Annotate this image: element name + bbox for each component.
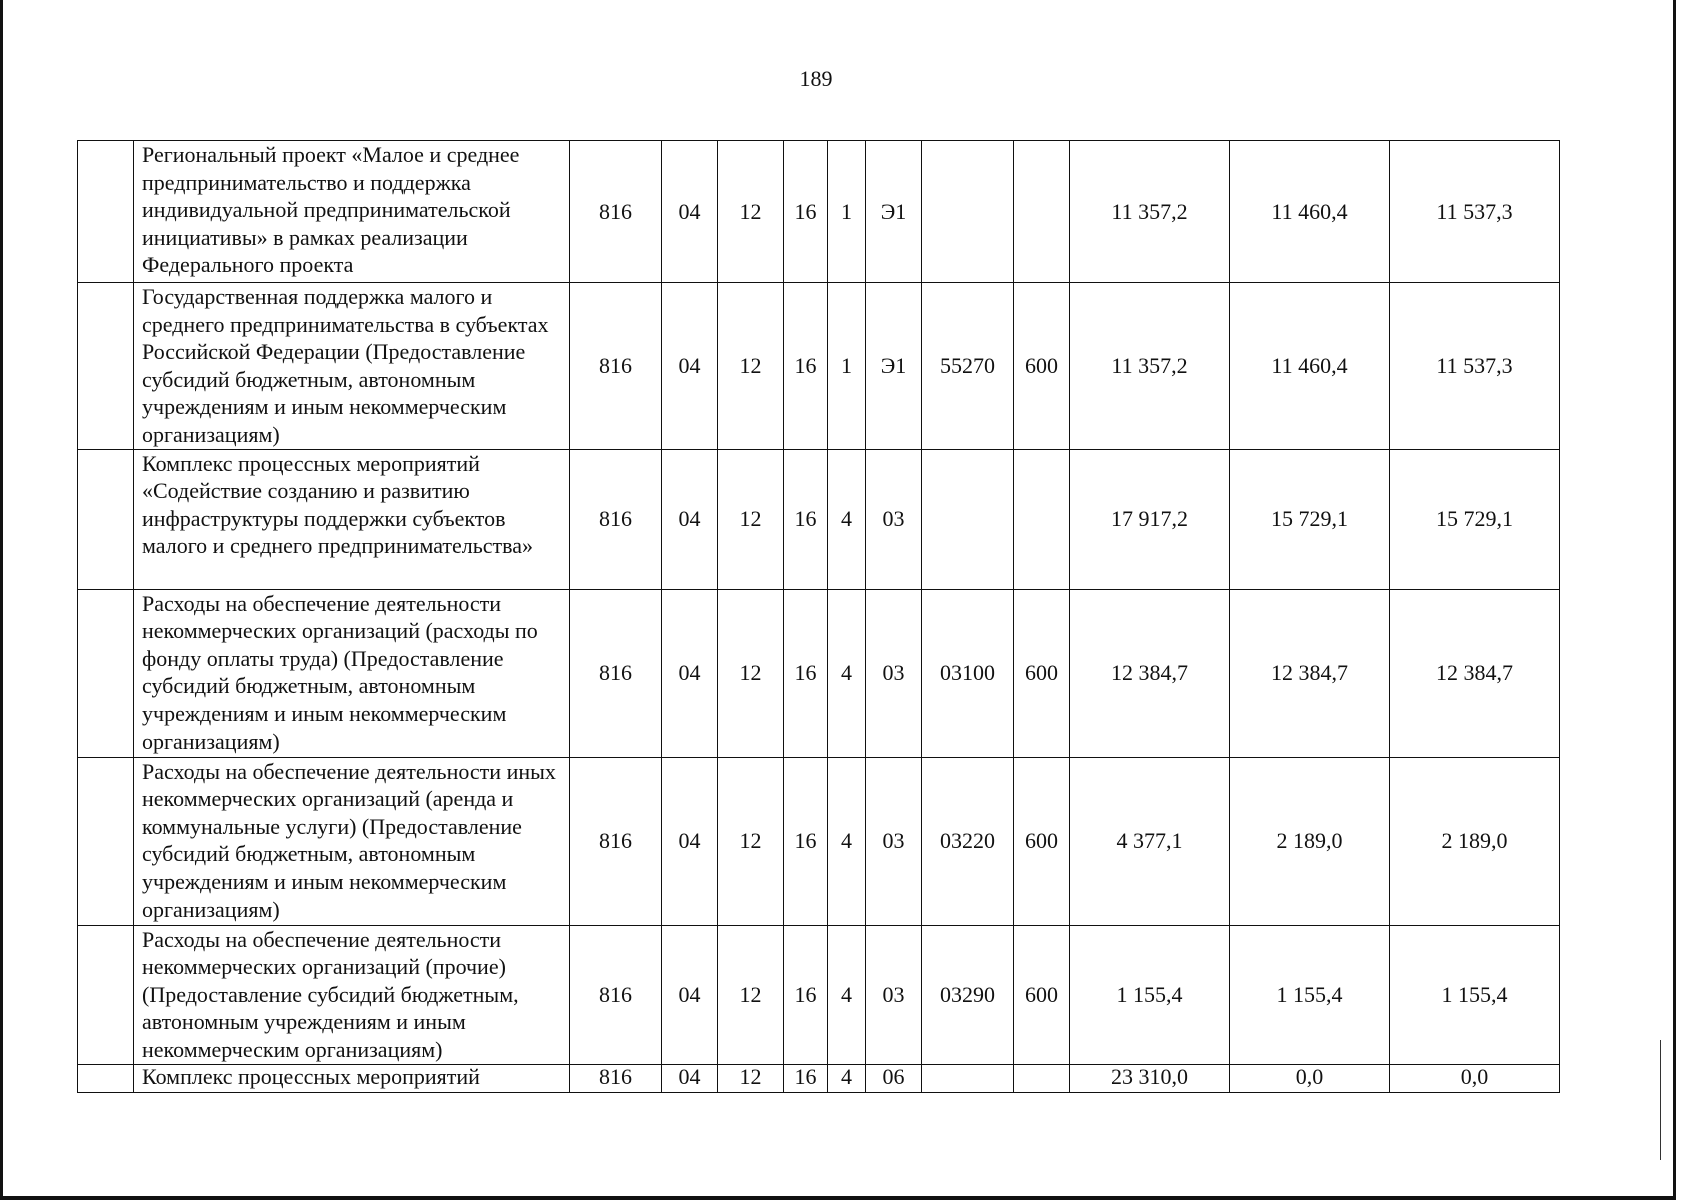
row-description: Расходы на обеспечение деятельности иных некоммерческих организаций (аренда и коммунальные услуги) (Предоставление субсидий бюджетным, автономным учреждениям и иным некоммерческим организациям) bbox=[134, 757, 570, 925]
amount-year-3: 15 729,1 bbox=[1390, 449, 1560, 589]
subprogram-code: 4 bbox=[828, 757, 866, 925]
program-code: 16 bbox=[784, 1064, 828, 1092]
expense-type-code: 600 bbox=[1014, 283, 1070, 450]
row-description: Региональный проект «Малое и среднее предпринимательство и поддержка индивидуальной предпринимательской инициативы» в рамках реализации Федерального проекта bbox=[134, 141, 570, 283]
project-code: 03 bbox=[866, 449, 922, 589]
subprogram-code: 1 bbox=[828, 283, 866, 450]
amount-year-3: 0,0 bbox=[1390, 1064, 1560, 1092]
row-description: Расходы на обеспечение деятельности некоммерческих организаций (прочие) (Предоставление субсидий бюджетным, автономным учреждениям и иным некоммерческим организациям) bbox=[134, 925, 570, 1064]
expense-type-code bbox=[1014, 449, 1070, 589]
table-row bbox=[78, 1064, 1560, 1092]
amount-year-3: 1 155,4 bbox=[1390, 925, 1560, 1064]
program-code: 16 bbox=[784, 757, 828, 925]
section-code: 04 bbox=[662, 141, 718, 283]
section-code: 04 bbox=[662, 925, 718, 1064]
expense-direction-code bbox=[922, 1064, 1014, 1092]
section-code: 04 bbox=[662, 283, 718, 450]
subsection-code: 12 bbox=[718, 283, 784, 450]
table-row bbox=[78, 757, 1560, 925]
section-code: 04 bbox=[662, 449, 718, 589]
section-code: 04 bbox=[662, 589, 718, 757]
amount-year-3: 11 537,3 bbox=[1390, 141, 1560, 283]
row-description: Государственная поддержка малого и среднего предпринимательства в субъектах Российской Федерации (Предоставление субсидий бюджетным, автономным учреждениям и иным некоммерческим организациям) bbox=[134, 283, 570, 450]
project-code: 03 bbox=[866, 757, 922, 925]
section-code: 04 bbox=[662, 757, 718, 925]
project-code: 03 bbox=[866, 589, 922, 757]
table-row bbox=[78, 925, 1560, 1064]
ministry-code: 816 bbox=[570, 757, 662, 925]
row-marker-cell bbox=[78, 589, 134, 757]
amount-year-1: 17 917,2 bbox=[1070, 449, 1230, 589]
ministry-code: 816 bbox=[570, 589, 662, 757]
project-code: 06 bbox=[866, 1064, 922, 1092]
project-code: Э1 bbox=[866, 283, 922, 450]
amount-year-2: 11 460,4 bbox=[1230, 141, 1390, 283]
row-marker-cell bbox=[78, 757, 134, 925]
subsection-code: 12 bbox=[718, 141, 784, 283]
project-code: Э1 bbox=[866, 141, 922, 283]
project-code: 03 bbox=[866, 925, 922, 1064]
program-code: 16 bbox=[784, 925, 828, 1064]
program-code: 16 bbox=[784, 589, 828, 757]
subsection-code: 12 bbox=[718, 925, 784, 1064]
amount-year-3: 12 384,7 bbox=[1390, 589, 1560, 757]
subprogram-code: 4 bbox=[828, 449, 866, 589]
expense-type-code: 600 bbox=[1014, 757, 1070, 925]
subsection-code: 12 bbox=[718, 1064, 784, 1092]
program-code: 16 bbox=[784, 449, 828, 589]
row-description: Комплекс процессных мероприятий «Содействие созданию и развитию инфраструктуры поддержки субъектов малого и среднего предпринимательства» bbox=[134, 449, 570, 589]
expense-direction-code: 55270 bbox=[922, 283, 1014, 450]
amount-year-3: 11 537,3 bbox=[1390, 283, 1560, 450]
row-marker-cell bbox=[78, 1064, 134, 1092]
amount-year-2: 12 384,7 bbox=[1230, 589, 1390, 757]
amount-year-2: 2 189,0 bbox=[1230, 757, 1390, 925]
row-description: Расходы на обеспечение деятельности некоммерческих организаций (расходы по фонду оплаты труда) (Предоставление субсидий бюджетным, автономным учреждениям и иным некоммерческим организациям) bbox=[134, 589, 570, 757]
amount-year-2: 11 460,4 bbox=[1230, 283, 1390, 450]
row-marker-cell bbox=[78, 283, 134, 450]
ministry-code: 816 bbox=[570, 449, 662, 589]
row-marker-cell bbox=[78, 141, 134, 283]
expense-type-code: 600 bbox=[1014, 589, 1070, 757]
program-code: 16 bbox=[784, 283, 828, 450]
table-row bbox=[78, 589, 1560, 757]
expense-type-code bbox=[1014, 1064, 1070, 1092]
subprogram-code: 4 bbox=[828, 925, 866, 1064]
subprogram-code: 4 bbox=[828, 1064, 866, 1092]
amount-year-1: 11 357,2 bbox=[1070, 141, 1230, 283]
expense-direction-code: 03220 bbox=[922, 757, 1014, 925]
table-row bbox=[78, 283, 1560, 450]
row-description: Комплекс процессных мероприятий bbox=[134, 1064, 570, 1092]
expense-direction-code bbox=[922, 449, 1014, 589]
subsection-code: 12 bbox=[718, 589, 784, 757]
page-number: 189 bbox=[799, 66, 833, 91]
expense-type-code: 600 bbox=[1014, 925, 1070, 1064]
scan-mark bbox=[1660, 1040, 1661, 1160]
ministry-code: 816 bbox=[570, 141, 662, 283]
subsection-code: 12 bbox=[718, 757, 784, 925]
expense-direction-code bbox=[922, 141, 1014, 283]
row-marker-cell bbox=[78, 449, 134, 589]
section-code: 04 bbox=[662, 1064, 718, 1092]
row-marker-cell bbox=[78, 925, 134, 1064]
amount-year-2: 1 155,4 bbox=[1230, 925, 1390, 1064]
ministry-code: 816 bbox=[570, 925, 662, 1064]
table-row bbox=[78, 141, 1560, 283]
amount-year-1: 23 310,0 bbox=[1070, 1064, 1230, 1092]
ministry-code: 816 bbox=[570, 283, 662, 450]
amount-year-1: 1 155,4 bbox=[1070, 925, 1230, 1064]
expense-direction-code: 03100 bbox=[922, 589, 1014, 757]
subsection-code: 12 bbox=[718, 449, 784, 589]
subprogram-code: 1 bbox=[828, 141, 866, 283]
amount-year-2: 15 729,1 bbox=[1230, 449, 1390, 589]
expense-type-code bbox=[1014, 141, 1070, 283]
amount-year-2: 0,0 bbox=[1230, 1064, 1390, 1092]
budget-table bbox=[77, 140, 1560, 1093]
amount-year-3: 2 189,0 bbox=[1390, 757, 1560, 925]
amount-year-1: 11 357,2 bbox=[1070, 283, 1230, 450]
amount-year-1: 12 384,7 bbox=[1070, 589, 1230, 757]
program-code: 16 bbox=[784, 141, 828, 283]
subprogram-code: 4 bbox=[828, 589, 866, 757]
expense-direction-code: 03290 bbox=[922, 925, 1014, 1064]
amount-year-1: 4 377,1 bbox=[1070, 757, 1230, 925]
table-row bbox=[78, 449, 1560, 589]
ministry-code: 816 bbox=[570, 1064, 662, 1092]
